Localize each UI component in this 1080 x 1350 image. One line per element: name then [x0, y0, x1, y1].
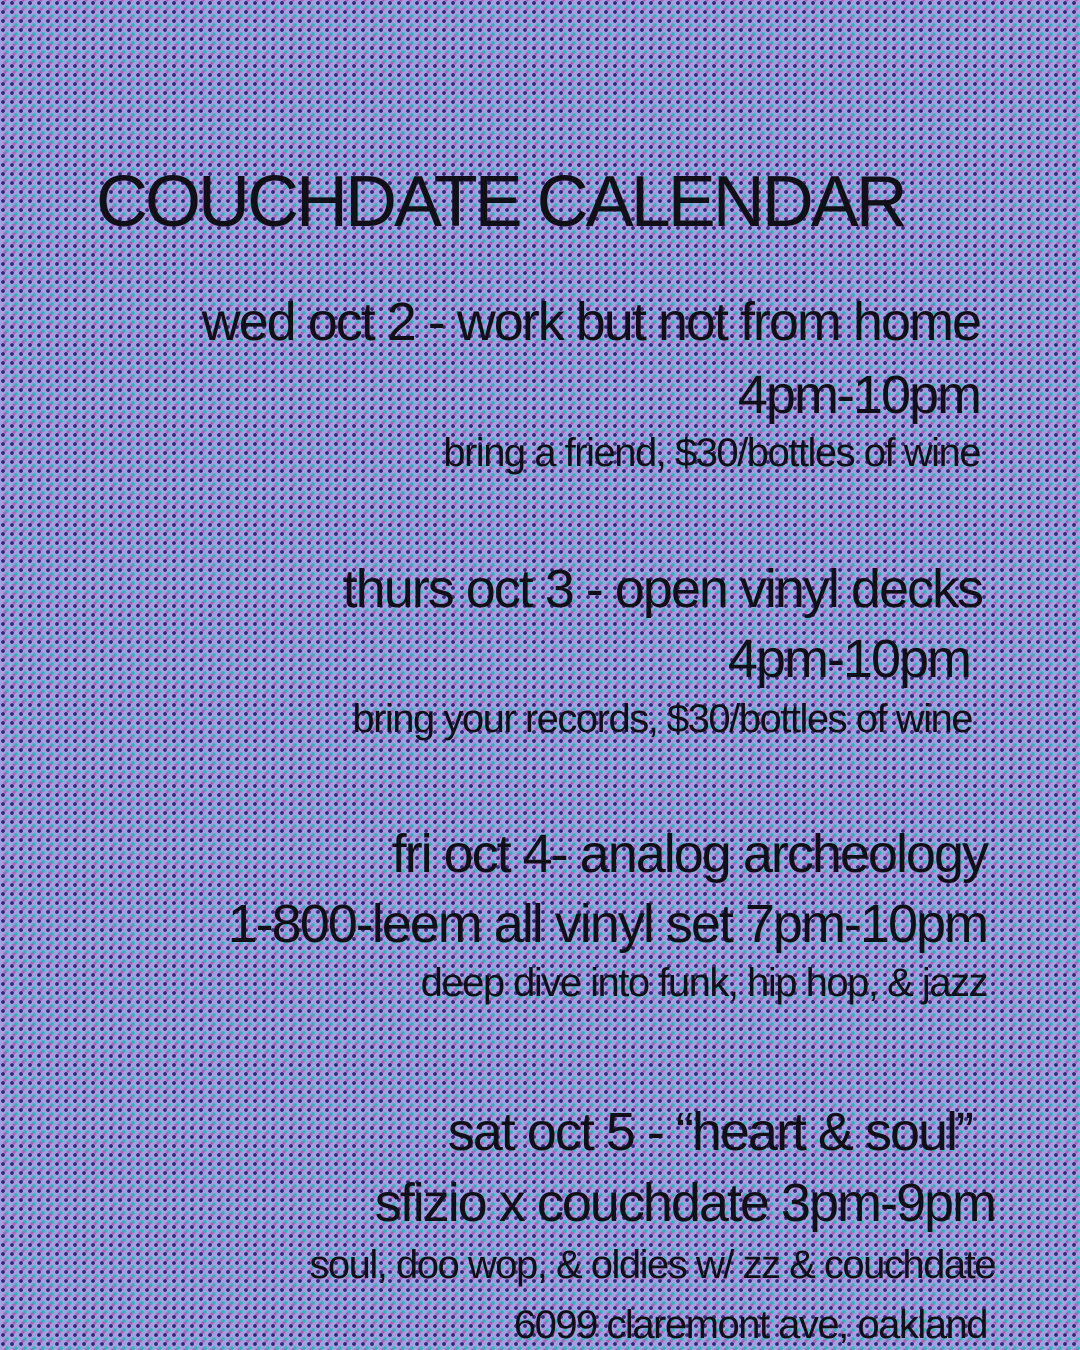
- poster-title: COUCHDATE CALENDAR: [96, 162, 905, 242]
- event-wed-headline: wed oct 2 - work but not from home: [201, 292, 980, 352]
- event-wed-time: 4pm-10pm: [737, 365, 980, 425]
- event-fri-time: 1-800-leem all vinyl set 7pm-10pm: [227, 894, 987, 954]
- event-sat-time: sfizio x couchdate 3pm-9pm: [374, 1173, 995, 1233]
- event-thurs-headline: thurs oct 3 - open vinyl decks: [342, 559, 982, 619]
- event-sat-headline: sat oct 5 - “heart & soul”: [447, 1102, 972, 1162]
- event-wed-note: bring a friend, $30/bottles of wine: [443, 431, 980, 475]
- event-fri-note: deep dive into funk, hip hop, & jazz: [420, 961, 987, 1005]
- event-thurs-note: bring your records, $30/bottles of wine: [352, 697, 972, 741]
- event-sat-note: soul, doo wop, & oldies w/ zz & couchdate: [309, 1243, 995, 1287]
- event-fri-headline: fri oct 4- analog archeology: [391, 824, 987, 884]
- event-thurs-time: 4pm-10pm: [727, 629, 970, 689]
- venue-address: 6099 claremont ave, oakland: [513, 1303, 987, 1347]
